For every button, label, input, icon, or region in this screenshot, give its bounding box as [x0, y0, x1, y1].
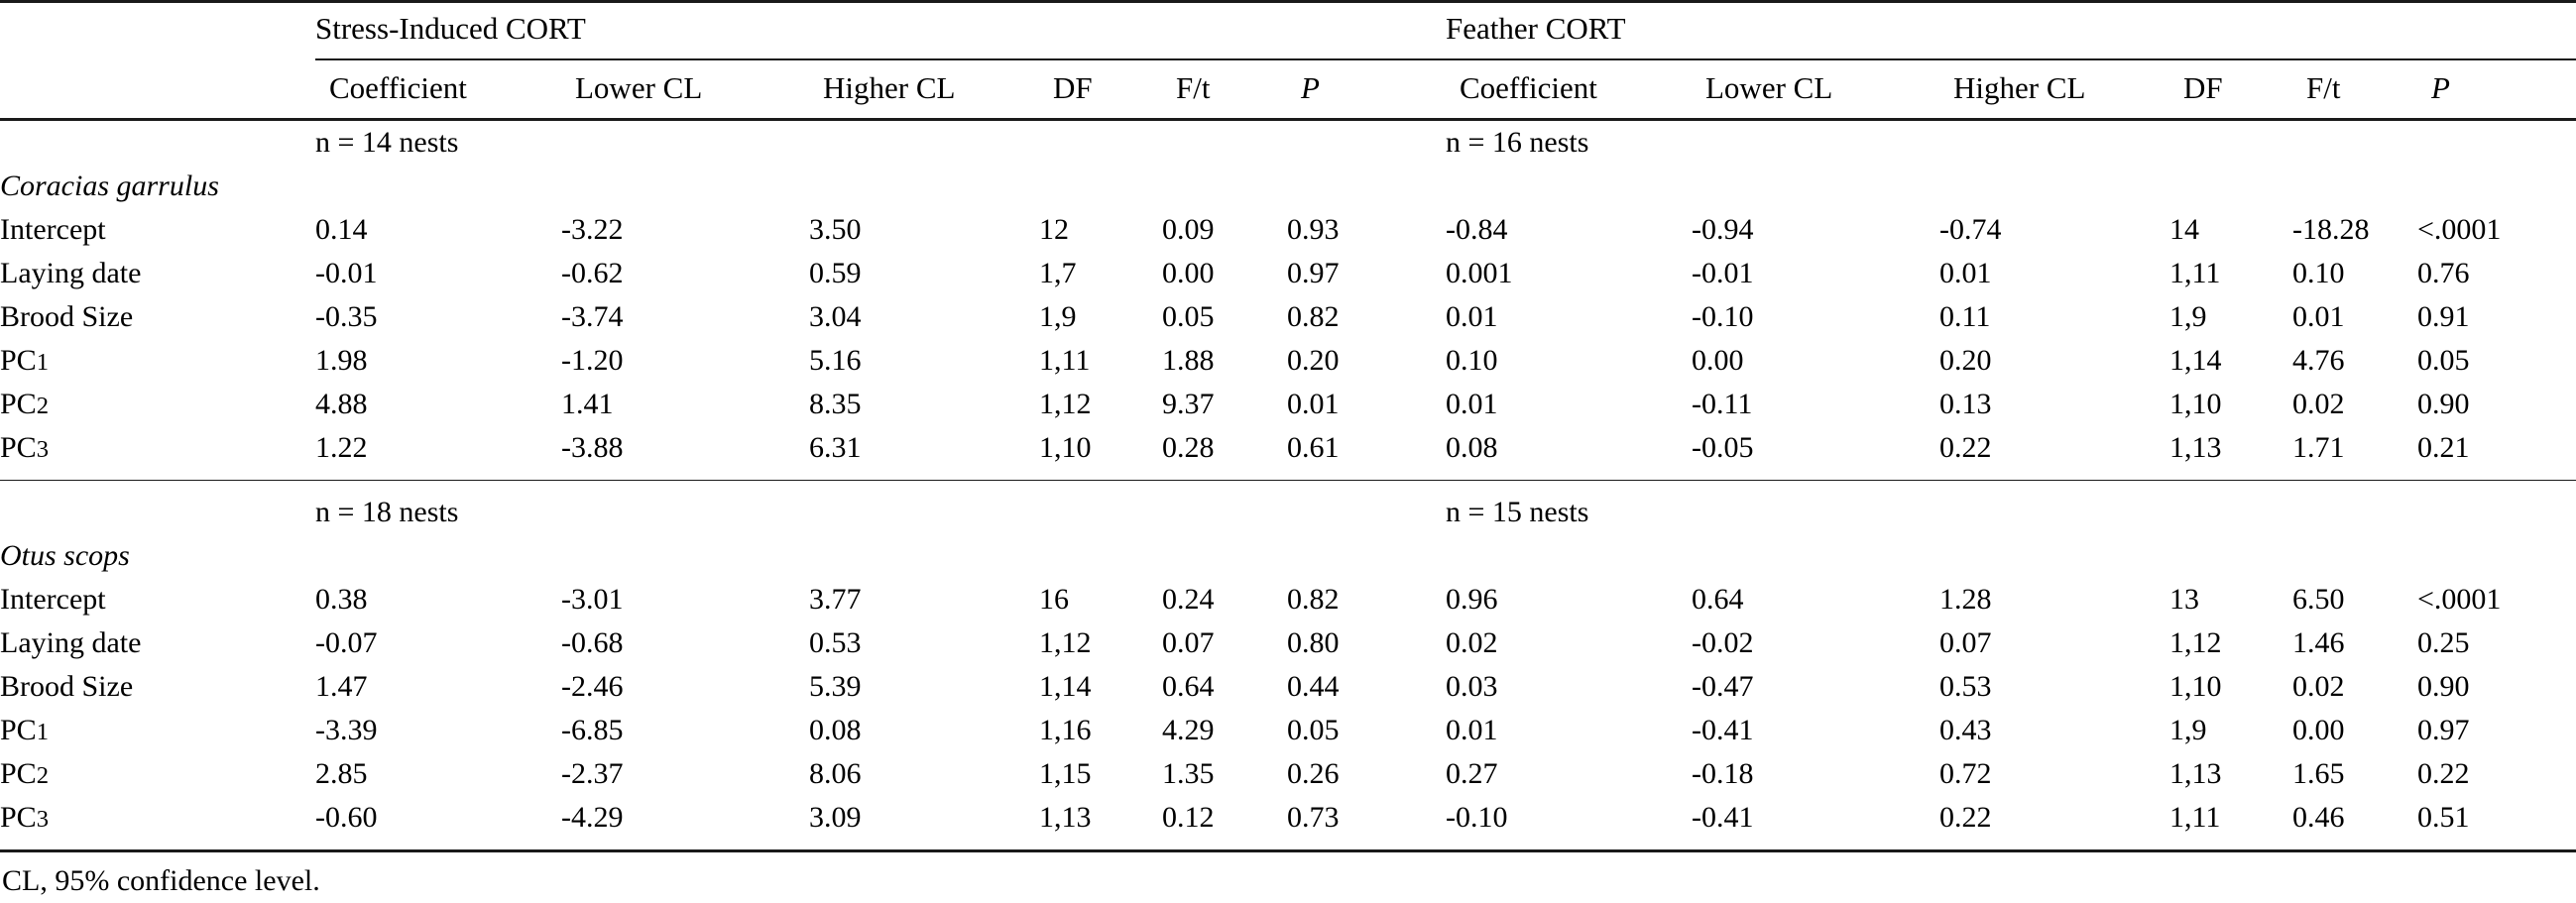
cell-stress-df: 1,13: [1039, 801, 1092, 834]
cell-feather-higher-cl: 0.72: [1939, 757, 1992, 790]
table-row: [0, 752, 2576, 796]
cell-feather-coefficient: 0.02: [1446, 626, 1498, 659]
cell-stress-df: 1,7: [1039, 257, 1077, 289]
cell-stress-p: 0.01: [1287, 388, 1340, 420]
cell-feather-ft: 6.50: [2292, 583, 2345, 616]
cell-feather-p: 0.25: [2417, 626, 2470, 659]
cell-stress-coefficient: -3.39: [315, 714, 378, 746]
row-label-sub: 3: [36, 806, 49, 833]
group-header-row: [0, 3, 2576, 59]
column-header-stress-df: DF: [1053, 70, 1093, 105]
cell-stress-df: 1,15: [1039, 757, 1092, 790]
cell-stress-lower-cl: -3.01: [561, 583, 624, 616]
row-label-base: PC: [0, 757, 37, 790]
cell-feather-coefficient: 0.01: [1446, 714, 1498, 746]
cell-stress-higher-cl: 6.31: [809, 431, 862, 464]
cell-feather-lower-cl: 0.00: [1692, 344, 1744, 377]
row-label: [0, 796, 315, 840]
cell-feather-p: 0.91: [2417, 300, 2470, 333]
column-header-stress-p: P: [1301, 70, 1320, 105]
nests-feather-1: n = 16 nests: [1446, 126, 1589, 159]
column-header-rowlabel: [0, 59, 315, 118]
cell-feather-coefficient: 0.03: [1446, 670, 1498, 703]
cell-stress-df: 1,9: [1039, 300, 1077, 333]
row-label: [0, 752, 315, 796]
table-row: [0, 796, 2576, 840]
cell-stress-coefficient: 1.22: [315, 431, 368, 464]
nests-stress-1: n = 14 nests: [315, 126, 459, 159]
cell-stress-df: 16: [1039, 583, 1069, 616]
cell-feather-coefficient: 0.96: [1446, 583, 1498, 616]
cell-feather-higher-cl: 1.28: [1939, 583, 1992, 616]
row-label-sub: 2: [36, 393, 49, 419]
cell-stress-lower-cl: -0.62: [561, 257, 624, 289]
cell-stress-higher-cl: 5.39: [809, 670, 862, 703]
cell-feather-lower-cl: -0.47: [1692, 670, 1754, 703]
nests-row: [0, 120, 2576, 166]
cell-feather-lower-cl: -0.18: [1692, 757, 1754, 790]
cell-feather-df: 1,11: [2169, 257, 2221, 289]
nests-stress-2: n = 18 nests: [315, 496, 459, 528]
cell-stress-coefficient: 1.98: [315, 344, 368, 377]
cell-feather-p: 0.76: [2417, 257, 2470, 289]
cell-feather-lower-cl: 0.64: [1692, 583, 1744, 616]
cell-stress-df: 1,11: [1039, 344, 1091, 377]
table-row: [0, 709, 2576, 752]
cell-stress-higher-cl: 0.53: [809, 626, 862, 659]
cell-feather-ft: 0.02: [2292, 388, 2345, 420]
row-label-sub: 3: [36, 436, 49, 463]
cell-feather-ft: 4.76: [2292, 344, 2345, 377]
row-label: Laying date: [0, 257, 142, 289]
species-row: [0, 534, 2576, 578]
cell-stress-ft: 0.00: [1162, 257, 1215, 289]
row-label-sub: 1: [36, 349, 49, 376]
cell-feather-ft: 0.02: [2292, 670, 2345, 703]
cell-feather-df: 1,13: [2169, 431, 2222, 464]
cell-stress-p: 0.05: [1287, 714, 1340, 746]
row-label: Brood Size: [0, 300, 134, 333]
row-label: Laying date: [0, 626, 142, 659]
table-row: [0, 339, 2576, 383]
cell-stress-ft: 0.28: [1162, 431, 1215, 464]
cell-stress-lower-cl: -1.20: [561, 344, 624, 377]
cell-feather-p: 0.90: [2417, 670, 2470, 703]
table-row: [0, 295, 2576, 339]
cell-feather-coefficient: -0.84: [1446, 213, 1508, 246]
nests-row: [0, 491, 2576, 534]
table-row: [0, 578, 2576, 621]
row-label: Intercept: [0, 213, 106, 246]
empty-corner: [0, 3, 315, 59]
row-label: [0, 426, 315, 470]
cell-stress-lower-cl: -6.85: [561, 714, 624, 746]
group-header-feather: Feather CORT: [1446, 3, 2576, 59]
cell-stress-higher-cl: 3.77: [809, 583, 862, 616]
row-label-base: PC: [0, 344, 37, 377]
cell-feather-lower-cl: -0.02: [1692, 626, 1754, 659]
section-gap-top: [0, 470, 2576, 480]
cell-feather-higher-cl: 0.13: [1939, 388, 1992, 420]
row-label-sub: 2: [36, 762, 49, 789]
cell-feather-ft: -18.28: [2292, 213, 2370, 246]
cell-stress-p: 0.80: [1287, 626, 1340, 659]
table-footnote: CL, 95% confidence level.: [2, 864, 320, 897]
cell-feather-p: 0.97: [2417, 714, 2470, 746]
cell-feather-ft: 1.46: [2292, 626, 2345, 659]
row-label: Brood Size: [0, 670, 134, 703]
cell-feather-p: <.0001: [2417, 583, 2502, 616]
cell-stress-ft: 1.35: [1162, 757, 1215, 790]
cell-stress-coefficient: -0.01: [315, 257, 378, 289]
cell-stress-df: 12: [1039, 213, 1069, 246]
cell-feather-ft: 0.46: [2292, 801, 2345, 834]
cell-stress-p: 0.73: [1287, 801, 1340, 834]
row-label-base: PC: [0, 388, 37, 420]
cell-stress-ft: 0.64: [1162, 670, 1215, 703]
cell-stress-higher-cl: 0.08: [809, 714, 862, 746]
cell-feather-p: 0.05: [2417, 344, 2470, 377]
column-header-feather-p: P: [2431, 70, 2450, 105]
cell-stress-ft: 0.07: [1162, 626, 1215, 659]
row-label: Intercept: [0, 583, 106, 616]
column-header-feather-df: DF: [2183, 70, 2223, 105]
cell-feather-lower-cl: -0.11: [1692, 388, 1753, 420]
row-label-base: PC: [0, 714, 37, 746]
table-row: [0, 621, 2576, 665]
cell-stress-coefficient: -0.07: [315, 626, 378, 659]
cell-stress-lower-cl: 1.41: [561, 388, 614, 420]
species-name-2: Otus scops: [0, 539, 130, 572]
cell-stress-p: 0.82: [1287, 300, 1340, 333]
cell-feather-df: 13: [2169, 583, 2199, 616]
cell-stress-p: 0.97: [1287, 257, 1340, 289]
cell-feather-higher-cl: 0.01: [1939, 257, 1992, 289]
row-label: [0, 383, 315, 426]
species-row: [0, 165, 2576, 208]
cell-stress-coefficient: -0.60: [315, 801, 378, 834]
row-label: [0, 339, 315, 383]
cell-stress-lower-cl: -3.88: [561, 431, 624, 464]
cell-stress-p: 0.44: [1287, 670, 1340, 703]
cell-feather-ft: 0.01: [2292, 300, 2345, 333]
cell-stress-higher-cl: 5.16: [809, 344, 862, 377]
column-header-row: [0, 59, 2576, 118]
cell-feather-higher-cl: 0.43: [1939, 714, 1992, 746]
section-gap-bottom: [0, 481, 2576, 492]
row-label-base: PC: [0, 801, 37, 834]
cell-feather-p: <.0001: [2417, 213, 2502, 246]
cell-feather-ft: 0.10: [2292, 257, 2345, 289]
cell-feather-coefficient: 0.08: [1446, 431, 1498, 464]
cell-stress-df: 1,16: [1039, 714, 1092, 746]
column-header-feather-ft: F/t: [2306, 70, 2341, 105]
cell-feather-coefficient: 0.01: [1446, 300, 1498, 333]
cell-feather-ft: 1.65: [2292, 757, 2345, 790]
cell-stress-p: 0.26: [1287, 757, 1340, 790]
table-row: [0, 252, 2576, 295]
column-header-stress-higher-cl: Higher CL: [823, 70, 956, 105]
column-header-feather-higher-cl: Higher CL: [1953, 70, 2086, 105]
cell-stress-p: 0.20: [1287, 344, 1340, 377]
cell-feather-p: 0.21: [2417, 431, 2470, 464]
cell-feather-lower-cl: -0.41: [1692, 714, 1754, 746]
cell-feather-p: 0.51: [2417, 801, 2470, 834]
table-row: [0, 426, 2576, 470]
cell-stress-ft: 0.09: [1162, 213, 1215, 246]
cell-stress-df: 1,10: [1039, 431, 1092, 464]
cell-feather-df: 1,9: [2169, 300, 2207, 333]
cell-feather-higher-cl: 0.11: [1939, 300, 1991, 333]
species-name-1: Coracias garrulus: [0, 169, 219, 202]
cell-stress-ft: 0.24: [1162, 583, 1215, 616]
cell-stress-df: 1,14: [1039, 670, 1092, 703]
cell-feather-higher-cl: 0.22: [1939, 801, 1992, 834]
cell-stress-lower-cl: -3.74: [561, 300, 624, 333]
cell-feather-df: 1,11: [2169, 801, 2221, 834]
cell-feather-p: 0.90: [2417, 388, 2470, 420]
cell-stress-higher-cl: 3.04: [809, 300, 862, 333]
cell-stress-coefficient: 4.88: [315, 388, 368, 420]
cell-stress-p: 0.61: [1287, 431, 1340, 464]
cell-stress-ft: 4.29: [1162, 714, 1215, 746]
cell-feather-lower-cl: -0.05: [1692, 431, 1754, 464]
cell-stress-df: 1,12: [1039, 388, 1092, 420]
cell-feather-coefficient: -0.10: [1446, 801, 1508, 834]
cell-stress-ft: 1.88: [1162, 344, 1215, 377]
cell-stress-lower-cl: -3.22: [561, 213, 624, 246]
row-label-sub: 1: [36, 719, 49, 745]
cell-stress-coefficient: 0.38: [315, 583, 368, 616]
cell-stress-higher-cl: 0.59: [809, 257, 862, 289]
cell-stress-lower-cl: -2.37: [561, 757, 624, 790]
cell-stress-lower-cl: -0.68: [561, 626, 624, 659]
cell-feather-ft: 0.00: [2292, 714, 2345, 746]
cell-stress-ft: 9.37: [1162, 388, 1215, 420]
column-header-stress-coefficient: Coefficient: [329, 70, 467, 105]
cell-feather-coefficient: 0.001: [1446, 257, 1513, 289]
bottom-gap: [0, 840, 2576, 849]
cell-feather-higher-cl: 0.20: [1939, 344, 1992, 377]
cell-stress-coefficient: 2.85: [315, 757, 368, 790]
cell-feather-lower-cl: -0.10: [1692, 300, 1754, 333]
cell-feather-higher-cl: -0.74: [1939, 213, 2002, 246]
cell-stress-higher-cl: 8.06: [809, 757, 862, 790]
column-header-stress-ft: F/t: [1176, 70, 1211, 105]
cell-stress-higher-cl: 3.09: [809, 801, 862, 834]
cell-feather-lower-cl: -0.41: [1692, 801, 1754, 834]
cell-stress-p: 0.82: [1287, 583, 1340, 616]
cell-feather-higher-cl: 0.22: [1939, 431, 1992, 464]
cell-feather-ft: 1.71: [2292, 431, 2345, 464]
nests-feather-2: n = 15 nests: [1446, 496, 1589, 528]
row-label: [0, 709, 315, 752]
column-header-stress-lower-cl: Lower CL: [575, 70, 703, 105]
cell-feather-lower-cl: -0.94: [1692, 213, 1754, 246]
cell-feather-df: 1,12: [2169, 626, 2222, 659]
cell-stress-ft: 0.05: [1162, 300, 1215, 333]
cell-stress-df: 1,12: [1039, 626, 1092, 659]
cell-feather-coefficient: 0.10: [1446, 344, 1498, 377]
column-header-feather-coefficient: Coefficient: [1460, 70, 1597, 105]
column-header-feather-lower-cl: Lower CL: [1705, 70, 1833, 105]
cell-feather-df: 14: [2169, 213, 2199, 246]
cell-feather-df: 1,9: [2169, 714, 2207, 746]
cell-stress-lower-cl: -4.29: [561, 801, 624, 834]
cell-stress-ft: 0.12: [1162, 801, 1215, 834]
cell-feather-higher-cl: 0.07: [1939, 626, 1992, 659]
cell-stress-higher-cl: 8.35: [809, 388, 862, 420]
cell-feather-coefficient: 0.27: [1446, 757, 1498, 790]
cell-feather-higher-cl: 0.53: [1939, 670, 1992, 703]
group-header-stress: Stress-Induced CORT: [315, 3, 1446, 59]
table-row: [0, 665, 2576, 709]
table-bottom-rule: [0, 849, 2576, 851]
table-row: [0, 383, 2576, 426]
cell-stress-coefficient: -0.35: [315, 300, 378, 333]
cell-stress-coefficient: 0.14: [315, 213, 368, 246]
cell-feather-df: 1,10: [2169, 388, 2222, 420]
cell-stress-p: 0.93: [1287, 213, 1340, 246]
cell-feather-coefficient: 0.01: [1446, 388, 1498, 420]
cell-feather-df: 1,10: [2169, 670, 2222, 703]
cell-feather-lower-cl: -0.01: [1692, 257, 1754, 289]
table-row: [0, 208, 2576, 252]
cell-stress-coefficient: 1.47: [315, 670, 368, 703]
cell-stress-higher-cl: 3.50: [809, 213, 862, 246]
row-label-base: PC: [0, 431, 37, 464]
cell-feather-df: 1,13: [2169, 757, 2222, 790]
cell-feather-p: 0.22: [2417, 757, 2470, 790]
cell-feather-df: 1,14: [2169, 344, 2222, 377]
cell-stress-lower-cl: -2.46: [561, 670, 624, 703]
